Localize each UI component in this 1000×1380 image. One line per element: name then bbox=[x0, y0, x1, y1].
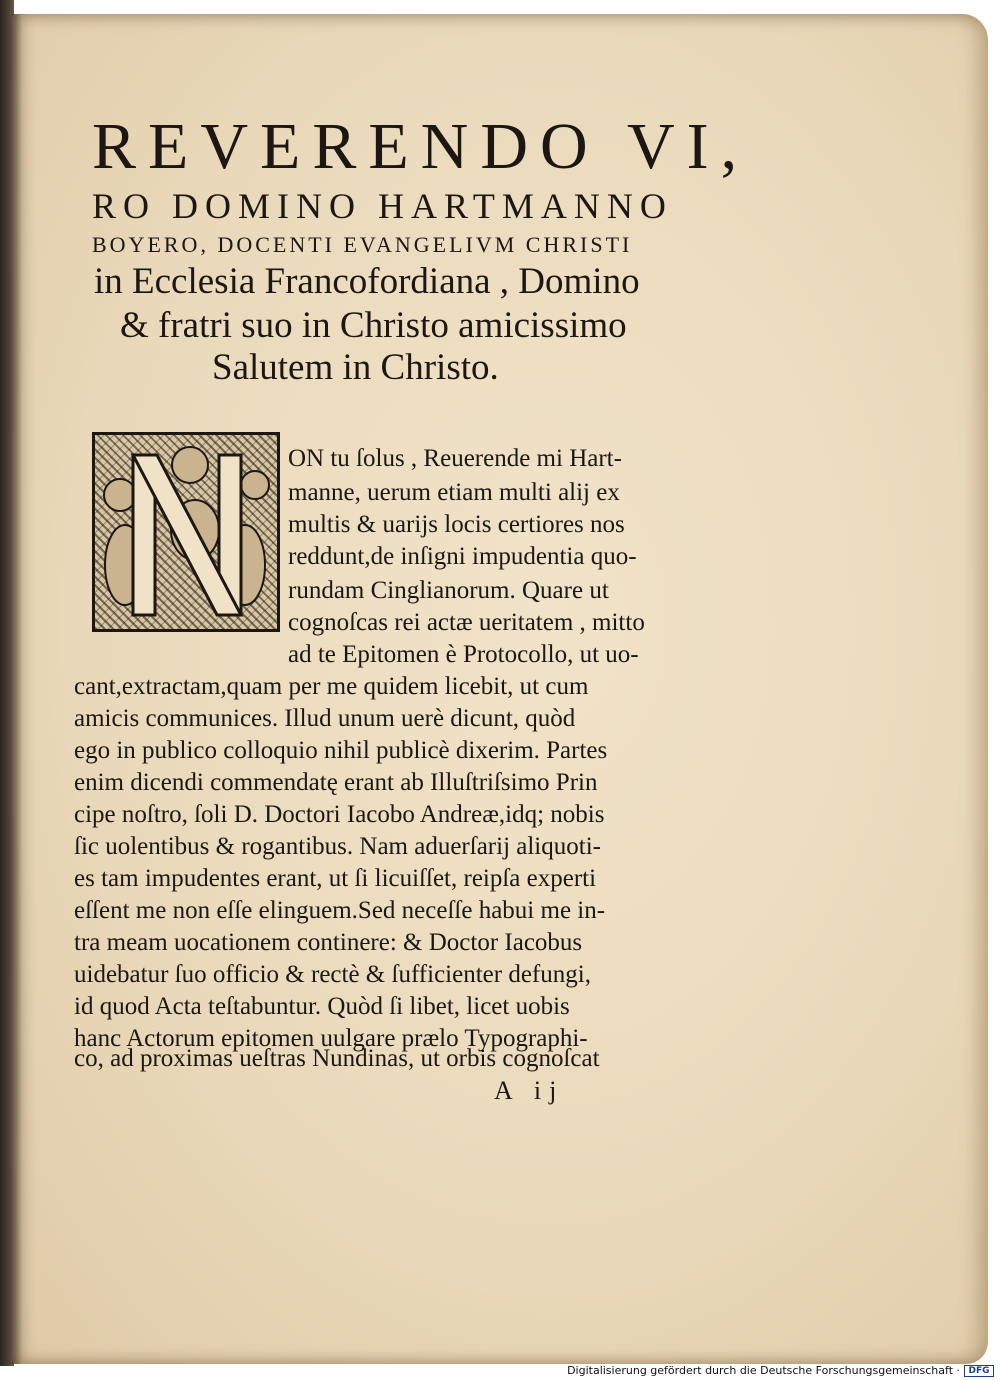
ornament-figures-icon bbox=[95, 435, 277, 629]
heading-line-4: in Ecclesia Francofordiana , Domino bbox=[94, 261, 640, 302]
body-line: es tam impudentes erant, ut ſi licuiſſet, reipſa experti bbox=[74, 865, 597, 892]
body-line: cognoſcas rei actæ ueritatem , mitto bbox=[288, 609, 645, 636]
heading-line-2: RO DOMINO HARTMANNO bbox=[92, 186, 673, 226]
dfg-logo-icon: DFG bbox=[964, 1365, 994, 1377]
body-line: ſic uolentibus & rogantibus. Nam aduerſarij aliquoti- bbox=[74, 833, 601, 860]
body-line: tra meam uocationem continere: & Doctor Iacobus bbox=[74, 929, 583, 956]
body-line: uidebatur ſuo officio & rectè & ſufficienter defungi, bbox=[74, 961, 591, 988]
decorated-initial bbox=[92, 432, 280, 632]
body-line: cant,extractam,quam per me quidem licebit, ut cum bbox=[74, 673, 589, 700]
signature-mark: A ij bbox=[494, 1076, 565, 1105]
body-line: rundam Cinglianorum. Quare ut bbox=[288, 577, 609, 604]
body-line: enim dicendi commendatę erant ab Illuſtriſsimo Prin bbox=[74, 769, 598, 796]
body-line: hanc Actorum epitomen uulgare prælo Typographi- bbox=[74, 1025, 588, 1052]
body-line: ego in publico colloquio nihil publicè dixerim. Partes bbox=[74, 737, 608, 764]
heading-line-5: & fratri suo in Christo amicissimo bbox=[120, 305, 627, 346]
heading-line-6: Salutem in Christo. bbox=[212, 347, 499, 388]
body-line: eſſent me non eſſe elinguem.Sed neceſſe habui me in- bbox=[74, 897, 606, 924]
body-line: ON tu ſolus , Reuerende mi Hart- bbox=[288, 445, 622, 472]
heading-line-3: BOYERO, DOCENTI EVANGELIVM CHRISTI bbox=[92, 232, 633, 257]
body-line: co, ad proximas ueſtras Nundinas, ut orbis cognoſcat bbox=[74, 1045, 600, 1072]
book-page bbox=[12, 14, 988, 1364]
body-line: amicis communices. Illud unum uerè dicunt, quòd bbox=[74, 705, 576, 732]
body-line: ad te Epitomen è Protocollo, ut uo- bbox=[288, 641, 639, 668]
body-line: reddunt,de inſigni impudentia quo- bbox=[288, 543, 637, 570]
body-line: id quod Acta teſtabuntur. Quòd ſi libet, licet uobis bbox=[74, 993, 570, 1020]
body-line: cipe noſtro, ſoli D. Doctori Iacobo Andreæ,idq; nobis bbox=[74, 801, 605, 828]
funding-credit: Digitalisierung gefördert durch die Deutsche Forschungsgemeinschaft · bbox=[567, 1364, 960, 1377]
heading-line-1: REVERENDO VI, bbox=[92, 110, 750, 183]
body-line: manne, uerum etiam multi alij ex bbox=[288, 479, 620, 506]
body-line: multis & uarijs locis certiores nos bbox=[288, 511, 625, 538]
